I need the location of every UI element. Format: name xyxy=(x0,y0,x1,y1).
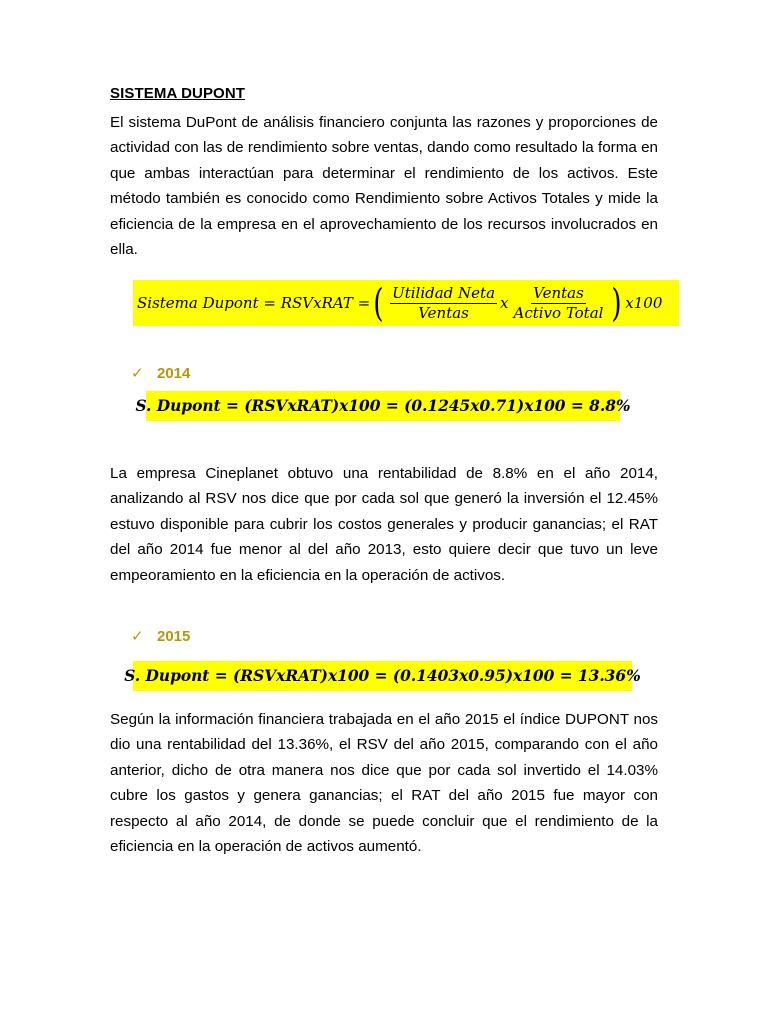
section-title: SISTEMA DUPONT xyxy=(110,85,246,102)
year-label: 2015 xyxy=(157,627,191,645)
formula-2014-text: S. Dupont = (RSVxRAT)x100 = (0.1245x0.71)x100 = 8.8% xyxy=(135,397,631,415)
formula-suffix: x100 xyxy=(625,294,663,312)
checkmark-icon: ✓ xyxy=(131,628,144,645)
times-operator: x xyxy=(500,294,509,312)
formula-2015-text: S. Dupont = (RSVxRAT)x100 = (0.1403x0.95)x100 = 13.36% xyxy=(124,667,641,685)
fraction-numerator: Utilidad Neta xyxy=(392,283,496,302)
formula-lhs: Sistema Dupont = RSVxRAT = xyxy=(137,294,371,312)
year-heading-2015 xyxy=(131,627,190,645)
intro-paragraph: El sistema DuPont de análisis financiero conjunta las razones y proporciones de actividad con las de rendimiento sobre ventas, dando como resultado la forma en que ambas interactúan para determinar el rendimiento de los activos. Este método también es conocido como Rendimiento sobre Activos Totales y mide la eficiencia de la empresa en el aprovechamiento de los recursos involucrados en ella. xyxy=(110,114,658,259)
fraction-numerator: Ventas xyxy=(533,283,584,302)
dupont-formula xyxy=(133,280,679,326)
formula-2014 xyxy=(135,391,631,421)
fraction-sales-over-total-assets xyxy=(511,284,605,323)
checkmark-icon: ✓ xyxy=(131,365,144,382)
year-label: 2014 xyxy=(157,364,191,382)
close-paren-icon: ) xyxy=(611,281,623,325)
paragraph-2015: Según la información financiera trabajada en el año 2015 el índice DUPONT nos dio una rentabilidad del 13.36%, el RSV del año 2015, comparando con el año anterior, dicho de otra manera nos dice que por cada sol invertido el 14.03% cubre los gastos y genera ganancias; el RAT del año 2015 fue mayor con respecto al año 2014, de donde se puede concluir que el rendimiento de la eficiencia en la operación de activos aumentó. xyxy=(110,711,658,856)
open-paren-icon: ( xyxy=(373,281,384,325)
paragraph-2014: La empresa Cineplanet obtuvo una rentabilidad de 8.8% en el año 2014, analizando al RSV nos dice que por cada sol que generó la inversión el 12.45% estuvo disponible para cubrir los costos generales y producir ganancias; el RAT del año 2014 fue menor al del año 2013, esto quiere decir que tuvo un leve empeoramiento en la eficiencia en la operación de activos. xyxy=(110,465,658,584)
formula-2015 xyxy=(124,661,641,691)
fraction-denominator: Activo Total xyxy=(513,303,604,322)
fraction-denominator: Ventas xyxy=(418,303,469,322)
year-heading-2014 xyxy=(131,364,190,382)
fraction-net-income-over-sales xyxy=(390,284,497,323)
